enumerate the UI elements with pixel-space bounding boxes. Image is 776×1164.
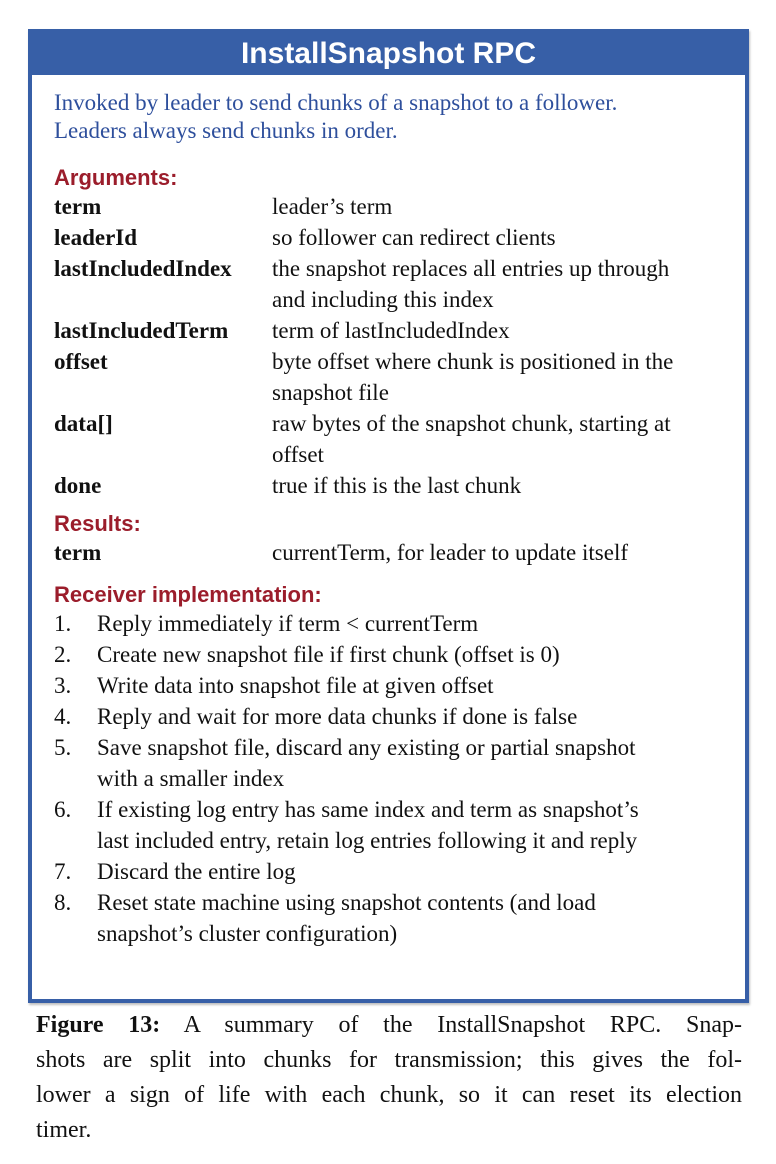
argument-desc-line: offset bbox=[272, 442, 324, 467]
box-title: InstallSnapshot RPC bbox=[32, 33, 745, 75]
step-number: 1. bbox=[54, 611, 72, 636]
step-text-line: Reset state machine using snapshot contents (and load bbox=[97, 890, 596, 915]
step-text bbox=[97, 639, 560, 670]
receiver-heading: Receiver implementation: bbox=[54, 582, 322, 607]
results-list bbox=[54, 537, 723, 568]
argument-row bbox=[54, 408, 723, 470]
argument-name: offset bbox=[54, 349, 108, 374]
receiver-step bbox=[54, 856, 723, 887]
receiver-steps bbox=[54, 608, 723, 949]
step-text-line: last included entry, retain log entries following it and reply bbox=[97, 828, 638, 853]
step-text bbox=[97, 608, 478, 639]
step-text-line: If existing log entry has same index and term as snapshot’s bbox=[97, 797, 639, 822]
argument-desc-line: snapshot file bbox=[272, 380, 389, 405]
receiver-step bbox=[54, 732, 723, 794]
receiver-step bbox=[54, 794, 723, 856]
step-text-line: Write data into snapshot file at given offset bbox=[97, 673, 494, 698]
argument-desc-line: true if this is the last chunk bbox=[272, 473, 522, 498]
argument-desc bbox=[272, 346, 723, 408]
argument-row bbox=[54, 191, 723, 222]
step-number: 4. bbox=[54, 704, 72, 729]
step-number: 2. bbox=[54, 642, 72, 667]
step-number: 5. bbox=[54, 735, 72, 760]
step-text-line: Create new snapshot file if first chunk (offset is 0) bbox=[97, 642, 560, 667]
intro-line: Invoked by leader to send chunks of a snapshot to a follower. bbox=[54, 90, 618, 115]
argument-row bbox=[54, 253, 723, 315]
argument-desc-line: raw bytes of the snapshot chunk, starting at bbox=[272, 411, 671, 436]
caption-line: shots are split into chunks for transmission; this gives the fol- bbox=[36, 1047, 742, 1073]
argument-desc-line: and including this index bbox=[272, 287, 494, 312]
step-text-line: Discard the entire log bbox=[97, 859, 296, 884]
rpc-summary-box bbox=[28, 29, 749, 1003]
receiver-step bbox=[54, 887, 723, 949]
result-row bbox=[54, 537, 723, 568]
result-desc bbox=[272, 537, 723, 568]
step-number: 6. bbox=[54, 797, 72, 822]
receiver-step bbox=[54, 670, 723, 701]
caption-label: Figure 13: bbox=[36, 1012, 161, 1038]
arguments-heading: Arguments: bbox=[54, 165, 178, 190]
caption-line: lower a sign of life with each chunk, so it can reset its election bbox=[36, 1082, 742, 1108]
step-text-line: Save snapshot file, discard any existing or partial snapshot bbox=[97, 735, 636, 760]
argument-desc-line: byte offset where chunk is positioned in the bbox=[272, 349, 674, 374]
receiver-step bbox=[54, 639, 723, 670]
step-number: 3. bbox=[54, 673, 72, 698]
box-content bbox=[32, 75, 745, 949]
argument-name: lastIncludedIndex bbox=[54, 256, 232, 281]
step-text-line: Reply immediately if term < currentTerm bbox=[97, 611, 479, 636]
results-heading: Results: bbox=[54, 511, 141, 536]
step-text-line: with a smaller index bbox=[97, 766, 285, 791]
argument-desc bbox=[272, 222, 723, 253]
argument-desc bbox=[272, 470, 723, 501]
argument-row bbox=[54, 470, 723, 501]
receiver-step bbox=[54, 608, 723, 639]
argument-name: done bbox=[54, 473, 102, 498]
result-name: term bbox=[54, 540, 102, 565]
receiver-step bbox=[54, 701, 723, 732]
result-desc-line: currentTerm, for leader to update itself bbox=[272, 540, 629, 565]
step-text bbox=[97, 670, 494, 701]
step-number: 7. bbox=[54, 859, 72, 884]
argument-desc bbox=[272, 253, 723, 315]
intro-line: Leaders always send chunks in order. bbox=[54, 118, 398, 143]
argument-name: data[] bbox=[54, 411, 113, 436]
argument-desc-line: the snapshot replaces all entries up through bbox=[272, 256, 670, 281]
argument-name: leaderId bbox=[54, 225, 138, 250]
argument-row bbox=[54, 222, 723, 253]
figure-caption bbox=[36, 1008, 742, 1148]
step-text bbox=[97, 701, 577, 732]
step-text bbox=[97, 732, 635, 794]
caption-text: A summary of the InstallSnapshot RPC. Snap- bbox=[160, 1012, 742, 1038]
step-number: 8. bbox=[54, 890, 72, 915]
argument-name: term bbox=[54, 194, 102, 219]
step-text-line: Reply and wait for more data chunks if done is false bbox=[97, 704, 578, 729]
argument-desc bbox=[272, 408, 723, 470]
argument-desc-line: so follower can redirect clients bbox=[272, 225, 556, 250]
argument-desc bbox=[272, 315, 723, 346]
argument-desc bbox=[272, 191, 723, 222]
argument-desc-line: leader’s term bbox=[272, 194, 393, 219]
caption-line bbox=[36, 1008, 742, 1043]
intro-text bbox=[54, 89, 723, 145]
step-text bbox=[97, 856, 296, 887]
caption-line: timer. bbox=[36, 1117, 92, 1143]
argument-row bbox=[54, 346, 723, 408]
step-text bbox=[97, 794, 639, 856]
arguments-list bbox=[54, 191, 723, 501]
argument-desc-line: term of lastIncludedIndex bbox=[272, 318, 510, 343]
step-text-line: snapshot’s cluster configuration) bbox=[97, 921, 398, 946]
argument-name: lastIncludedTerm bbox=[54, 318, 229, 343]
argument-row bbox=[54, 315, 723, 346]
step-text bbox=[97, 887, 596, 949]
